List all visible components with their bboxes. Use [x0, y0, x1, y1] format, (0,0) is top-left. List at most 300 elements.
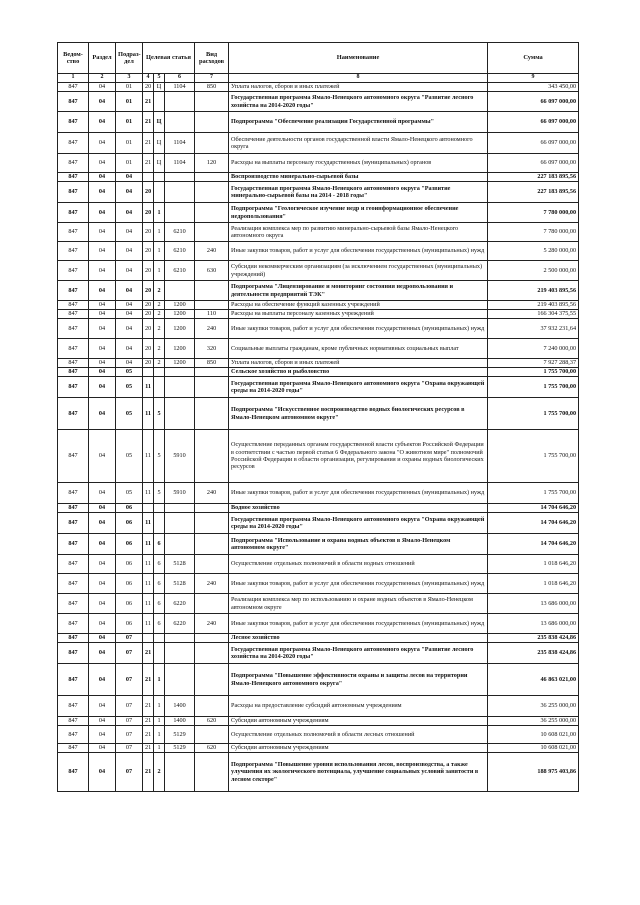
celevaya-part2-cell [154, 368, 165, 377]
podrazdel-cell: 07 [116, 744, 143, 753]
celevaya-part2-cell: Ц [154, 154, 165, 173]
column-number: 1 [58, 74, 89, 83]
celevaya-part1-cell: 20 [143, 203, 154, 223]
celevaya-part1-cell: 20 [143, 242, 154, 261]
celevaya-part1-cell: 20 [143, 339, 154, 359]
podrazdel-cell: 06 [116, 555, 143, 574]
naimenovanie-cell: Расходы на обеспечение функций казенных учреждений [229, 301, 488, 310]
celevaya-part1-cell: 11 [143, 398, 154, 430]
budget-table [57, 42, 579, 792]
celevaya-part1-cell: 11 [143, 614, 154, 634]
podrazdel-cell: 06 [116, 614, 143, 634]
ved-cell: 847 [58, 398, 89, 430]
table-row [58, 614, 579, 634]
celevaya-part3-cell: 1200 [165, 339, 195, 359]
celevaya-part3-cell: 1400 [165, 696, 195, 717]
podrazdel-cell: 04 [116, 173, 143, 182]
razdel-cell: 04 [89, 398, 116, 430]
celevaya-part1-cell: 21 [143, 154, 154, 173]
table-row [58, 223, 579, 242]
vid-rashodov-cell: 240 [195, 319, 229, 339]
podrazdel-cell: 06 [116, 504, 143, 513]
podrazdel-cell: 05 [116, 377, 143, 398]
podrazdel-cell: 06 [116, 534, 143, 555]
celevaya-part3-cell [165, 377, 195, 398]
summa-cell: 166 304 375,55 [488, 310, 579, 319]
table-row [58, 310, 579, 319]
summa-cell: 1 755 700,00 [488, 377, 579, 398]
vid-rashodov-cell: 620 [195, 744, 229, 753]
table-row [58, 717, 579, 726]
table-row [58, 203, 579, 223]
ved-cell: 847 [58, 173, 89, 182]
header-vid-rashodov: Вид расходов [195, 43, 229, 74]
summa-cell: 219 403 895,56 [488, 281, 579, 301]
table-row [58, 377, 579, 398]
summa-cell: 36 255 000,00 [488, 717, 579, 726]
podrazdel-cell: 06 [116, 513, 143, 534]
celevaya-part2-cell: Ц [154, 133, 165, 154]
naimenovanie-cell: Лесное хозяйство [229, 634, 488, 643]
vid-rashodov-cell: 120 [195, 154, 229, 173]
naimenovanie-cell: Уплата налогов, сборов и иных платежей [229, 83, 488, 92]
celevaya-part2-cell: 5 [154, 483, 165, 504]
celevaya-part1-cell: 21 [143, 112, 154, 133]
ved-cell: 847 [58, 717, 89, 726]
table-header [58, 43, 579, 83]
podrazdel-cell: 01 [116, 133, 143, 154]
vid-rashodov-cell [195, 133, 229, 154]
razdel-cell: 04 [89, 359, 116, 368]
ved-cell: 847 [58, 281, 89, 301]
razdel-cell: 04 [89, 534, 116, 555]
ved-cell: 847 [58, 182, 89, 203]
podrazdel-cell: 01 [116, 112, 143, 133]
header-vedomstvo: Ведом-ство [58, 43, 89, 74]
budget-sheet [57, 42, 579, 792]
table-body [58, 83, 579, 792]
summa-cell: 10 608 021,00 [488, 726, 579, 744]
celevaya-part3-cell: 1200 [165, 301, 195, 310]
ved-cell: 847 [58, 430, 89, 483]
celevaya-part2-cell: 1 [154, 726, 165, 744]
celevaya-part1-cell: 20 [143, 83, 154, 92]
celevaya-part2-cell [154, 173, 165, 182]
ved-cell: 847 [58, 555, 89, 574]
table-row [58, 574, 579, 594]
podrazdel-cell: 06 [116, 594, 143, 614]
celevaya-part2-cell [154, 504, 165, 513]
celevaya-part1-cell: 21 [143, 717, 154, 726]
vid-rashodov-cell [195, 753, 229, 792]
razdel-cell: 04 [89, 555, 116, 574]
naimenovanie-cell: Подпрограмма "Повышение эффективности охраны и защиты лесов на территории Ямало-Ненецкого автономного округа" [229, 664, 488, 696]
podrazdel-cell: 05 [116, 398, 143, 430]
celevaya-part2-cell [154, 643, 165, 664]
table-row [58, 368, 579, 377]
podrazdel-cell: 04 [116, 301, 143, 310]
ved-cell: 847 [58, 574, 89, 594]
celevaya-part3-cell: 1104 [165, 83, 195, 92]
column-number: 9 [488, 74, 579, 83]
column-number: 7 [195, 74, 229, 83]
celevaya-part1-cell: 21 [143, 133, 154, 154]
razdel-cell: 04 [89, 744, 116, 753]
ved-cell: 847 [58, 203, 89, 223]
razdel-cell: 04 [89, 504, 116, 513]
celevaya-part3-cell [165, 634, 195, 643]
celevaya-part3-cell: 1104 [165, 154, 195, 173]
razdel-cell: 04 [89, 634, 116, 643]
table-row [58, 504, 579, 513]
summa-cell: 66 097 000,00 [488, 154, 579, 173]
summa-cell: 1 755 700,00 [488, 483, 579, 504]
naimenovanie-cell: Социальные выплаты гражданам, кроме публичных нормативных социальных выплат [229, 339, 488, 359]
summa-cell: 37 932 231,64 [488, 319, 579, 339]
summa-cell: 219 403 895,56 [488, 301, 579, 310]
ved-cell: 847 [58, 513, 89, 534]
naimenovanie-cell: Реализация комплекса мер по использованию и охране водных объектов в Ямало-Ненецком автономном округе [229, 594, 488, 614]
celevaya-part2-cell: 1 [154, 696, 165, 717]
summa-cell: 5 280 000,00 [488, 242, 579, 261]
vid-rashodov-cell [195, 182, 229, 203]
podrazdel-cell: 07 [116, 753, 143, 792]
naimenovanie-cell: Сельское хозяйство и рыболовство [229, 368, 488, 377]
summa-cell: 1 018 646,20 [488, 555, 579, 574]
celevaya-part1-cell: 21 [143, 753, 154, 792]
vid-rashodov-cell: 240 [195, 614, 229, 634]
ved-cell: 847 [58, 726, 89, 744]
vid-rashodov-cell [195, 92, 229, 112]
razdel-cell: 04 [89, 173, 116, 182]
razdel-cell: 04 [89, 726, 116, 744]
ved-cell: 847 [58, 634, 89, 643]
ved-cell: 847 [58, 112, 89, 133]
celevaya-part3-cell [165, 173, 195, 182]
table-row [58, 430, 579, 483]
celevaya-part2-cell [154, 182, 165, 203]
celevaya-part3-cell [165, 182, 195, 203]
naimenovanie-cell: Иные закупки товаров, работ и услуг для обеспечения государственных (муниципальных) нужд [229, 483, 488, 504]
summa-cell: 13 686 000,00 [488, 614, 579, 634]
razdel-cell: 04 [89, 310, 116, 319]
podrazdel-cell: 04 [116, 281, 143, 301]
header-razdel: Раздел [89, 43, 116, 74]
celevaya-part1-cell: 20 [143, 261, 154, 281]
naimenovanie-cell: Подпрограмма "Обеспечение реализации Государственной программы" [229, 112, 488, 133]
celevaya-part1-cell: 11 [143, 594, 154, 614]
ved-cell: 847 [58, 696, 89, 717]
podrazdel-cell: 04 [116, 359, 143, 368]
celevaya-part1-cell: 21 [143, 92, 154, 112]
vid-rashodov-cell [195, 726, 229, 744]
vid-rashodov-cell [195, 504, 229, 513]
vid-rashodov-cell [195, 368, 229, 377]
razdel-cell: 04 [89, 664, 116, 696]
column-number: 8 [229, 74, 488, 83]
podrazdel-cell: 07 [116, 634, 143, 643]
podrazdel-cell: 04 [116, 223, 143, 242]
razdel-cell: 04 [89, 574, 116, 594]
naimenovanie-cell: Иные закупки товаров, работ и услуг для обеспечения государственных (муниципальных) нужд [229, 614, 488, 634]
column-number-row [58, 74, 579, 83]
naimenovanie-cell: Субсидии некоммерческим организациям (за исключением государственных (муниципальных) учреждений) [229, 261, 488, 281]
celevaya-part2-cell: 2 [154, 339, 165, 359]
naimenovanie-cell: Иные закупки товаров, работ и услуг для обеспечения государственных (муниципальных) нужд [229, 574, 488, 594]
vid-rashodov-cell [195, 281, 229, 301]
celevaya-part1-cell: 11 [143, 574, 154, 594]
celevaya-part2-cell: 1 [154, 664, 165, 696]
razdel-cell: 04 [89, 339, 116, 359]
header-naimenovanie: Наименование [229, 43, 488, 74]
column-number: 4 [143, 74, 154, 83]
table-row [58, 133, 579, 154]
celevaya-part2-cell: Ц [154, 83, 165, 92]
summa-cell: 7 240 000,00 [488, 339, 579, 359]
summa-cell: 343 450,00 [488, 83, 579, 92]
celevaya-part2-cell: 1 [154, 242, 165, 261]
razdel-cell: 04 [89, 368, 116, 377]
table-row [58, 744, 579, 753]
razdel-cell: 04 [89, 753, 116, 792]
celevaya-part2-cell: 2 [154, 359, 165, 368]
razdel-cell: 04 [89, 281, 116, 301]
table-row [58, 261, 579, 281]
ved-cell: 847 [58, 223, 89, 242]
table-row [58, 634, 579, 643]
ved-cell: 847 [58, 339, 89, 359]
podrazdel-cell: 04 [116, 203, 143, 223]
naimenovanie-cell: Иные закупки товаров, работ и услуг для обеспечения государственных (муниципальных) нужд [229, 319, 488, 339]
celevaya-part3-cell: 6220 [165, 594, 195, 614]
table-row [58, 242, 579, 261]
celevaya-part3-cell: 5129 [165, 744, 195, 753]
razdel-cell: 04 [89, 92, 116, 112]
celevaya-part3-cell [165, 112, 195, 133]
podrazdel-cell: 04 [116, 182, 143, 203]
table-row [58, 112, 579, 133]
summa-cell: 66 097 000,00 [488, 133, 579, 154]
celevaya-part1-cell: 20 [143, 223, 154, 242]
summa-cell: 7 927 288,37 [488, 359, 579, 368]
podrazdel-cell: 04 [116, 261, 143, 281]
header-podrazdel: Подраз-дел [116, 43, 143, 74]
column-number: 2 [89, 74, 116, 83]
podrazdel-cell: 05 [116, 368, 143, 377]
table-row [58, 83, 579, 92]
razdel-cell: 04 [89, 643, 116, 664]
celevaya-part3-cell [165, 643, 195, 664]
vid-rashodov-cell: 240 [195, 242, 229, 261]
razdel-cell: 04 [89, 223, 116, 242]
celevaya-part3-cell: 6220 [165, 614, 195, 634]
razdel-cell: 04 [89, 696, 116, 717]
table-row [58, 643, 579, 664]
celevaya-part2-cell: 5 [154, 430, 165, 483]
ved-cell: 847 [58, 534, 89, 555]
naimenovanie-cell: Подпрограмма "Геологическое изучение недр и геоинформационное обеспечение недропользования" [229, 203, 488, 223]
naimenovanie-cell: Подпрограмма "Искусственное воспроизводство водных биологических ресурсов в Ямало-Ненецком автономном округе" [229, 398, 488, 430]
razdel-cell: 04 [89, 377, 116, 398]
vid-rashodov-cell: 620 [195, 717, 229, 726]
ved-cell: 847 [58, 359, 89, 368]
summa-cell: 1 755 700,00 [488, 398, 579, 430]
celevaya-part3-cell [165, 753, 195, 792]
celevaya-part1-cell: 11 [143, 430, 154, 483]
celevaya-part3-cell [165, 534, 195, 555]
celevaya-part3-cell [165, 368, 195, 377]
ved-cell: 847 [58, 483, 89, 504]
vid-rashodov-cell: 110 [195, 310, 229, 319]
celevaya-part2-cell: 6 [154, 555, 165, 574]
summa-cell: 13 686 000,00 [488, 594, 579, 614]
razdel-cell: 04 [89, 430, 116, 483]
celevaya-part1-cell [143, 173, 154, 182]
celevaya-part3-cell: 5128 [165, 555, 195, 574]
celevaya-part2-cell: 2 [154, 310, 165, 319]
celevaya-part1-cell [143, 368, 154, 377]
celevaya-part1-cell: 11 [143, 513, 154, 534]
ved-cell: 847 [58, 594, 89, 614]
table-row [58, 182, 579, 203]
table-row [58, 319, 579, 339]
vid-rashodov-cell [195, 555, 229, 574]
celevaya-part2-cell: 6 [154, 594, 165, 614]
vid-rashodov-cell [195, 301, 229, 310]
summa-cell: 1 755 700,00 [488, 430, 579, 483]
celevaya-part3-cell: 1104 [165, 133, 195, 154]
celevaya-part1-cell: 21 [143, 696, 154, 717]
naimenovanie-cell: Государственная программа Ямало-Ненецкого автономного округа "Развитие минерально-сырьевой базы на 2014 - 2018 годы" [229, 182, 488, 203]
vid-rashodov-cell [195, 643, 229, 664]
ved-cell: 847 [58, 154, 89, 173]
naimenovanie-cell: Обеспечение деятельности органов государственной власти Ямало-Ненецкого автономного округа [229, 133, 488, 154]
razdel-cell: 04 [89, 203, 116, 223]
summa-cell: 10 608 021,00 [488, 744, 579, 753]
table-row [58, 594, 579, 614]
podrazdel-cell: 04 [116, 319, 143, 339]
summa-cell: 36 255 000,00 [488, 696, 579, 717]
razdel-cell: 04 [89, 112, 116, 133]
celevaya-part1-cell: 21 [143, 643, 154, 664]
table-row [58, 696, 579, 717]
razdel-cell: 04 [89, 154, 116, 173]
razdel-cell: 04 [89, 182, 116, 203]
podrazdel-cell: 01 [116, 83, 143, 92]
summa-cell: 235 838 424,86 [488, 634, 579, 643]
vid-rashodov-cell [195, 223, 229, 242]
celevaya-part2-cell: 1 [154, 717, 165, 726]
vid-rashodov-cell [195, 696, 229, 717]
podrazdel-cell: 04 [116, 310, 143, 319]
naimenovanie-cell: Государственная программа Ямало-Ненецкого автономного округа "Развитие лесного хозяйства на 2014-2020 годы" [229, 92, 488, 112]
summa-cell: 188 975 403,86 [488, 753, 579, 792]
celevaya-part2-cell [154, 513, 165, 534]
razdel-cell: 04 [89, 83, 116, 92]
naimenovanie-cell: Субсидии автономным учреждениям [229, 717, 488, 726]
celevaya-part1-cell: 21 [143, 726, 154, 744]
celevaya-part3-cell: 6210 [165, 223, 195, 242]
naimenovanie-cell: Государственная программа Ямало-Ненецкого автономного округа "Охрана окружающей среды на 2014-2020 годы" [229, 513, 488, 534]
ved-cell: 847 [58, 377, 89, 398]
ved-cell: 847 [58, 301, 89, 310]
summa-cell: 14 704 646,20 [488, 504, 579, 513]
razdel-cell: 04 [89, 483, 116, 504]
celevaya-part3-cell [165, 281, 195, 301]
naimenovanie-cell: Подпрограмма "Использование и охрана водных объектов в Ямало-Ненецком автономном округе" [229, 534, 488, 555]
vid-rashodov-cell [195, 377, 229, 398]
table-row [58, 753, 579, 792]
celevaya-part3-cell: 5128 [165, 574, 195, 594]
vid-rashodov-cell [195, 513, 229, 534]
ved-cell: 847 [58, 310, 89, 319]
celevaya-part2-cell [154, 634, 165, 643]
podrazdel-cell: 01 [116, 92, 143, 112]
razdel-cell: 04 [89, 717, 116, 726]
vid-rashodov-cell [195, 112, 229, 133]
table-row [58, 92, 579, 112]
naimenovanie-cell: Иные закупки товаров, работ и услуг для обеспечения государственных (муниципальных) нужд [229, 242, 488, 261]
column-number: 5 [154, 74, 165, 83]
ved-cell: 847 [58, 133, 89, 154]
header-summa: Сумма [488, 43, 579, 74]
razdel-cell: 04 [89, 133, 116, 154]
celevaya-part3-cell: 5129 [165, 726, 195, 744]
ved-cell: 847 [58, 744, 89, 753]
ved-cell: 847 [58, 368, 89, 377]
summa-cell: 227 183 895,56 [488, 173, 579, 182]
summa-cell: 235 838 424,86 [488, 643, 579, 664]
celevaya-part3-cell [165, 513, 195, 534]
celevaya-part2-cell: 2 [154, 281, 165, 301]
celevaya-part1-cell: 20 [143, 310, 154, 319]
celevaya-part2-cell [154, 377, 165, 398]
vid-rashodov-cell [195, 634, 229, 643]
podrazdel-cell: 07 [116, 696, 143, 717]
razdel-cell: 04 [89, 319, 116, 339]
razdel-cell: 04 [89, 261, 116, 281]
razdel-cell: 04 [89, 594, 116, 614]
vid-rashodov-cell [195, 664, 229, 696]
summa-cell: 46 863 021,00 [488, 664, 579, 696]
vid-rashodov-cell [195, 534, 229, 555]
ved-cell: 847 [58, 643, 89, 664]
vid-rashodov-cell: 240 [195, 483, 229, 504]
celevaya-part1-cell: 11 [143, 377, 154, 398]
naimenovanie-cell: Расходы на предоставление субсидий автономным учреждениям [229, 696, 488, 717]
celevaya-part2-cell: 6 [154, 534, 165, 555]
celevaya-part3-cell: 1200 [165, 310, 195, 319]
table-row [58, 301, 579, 310]
summa-cell: 14 704 646,20 [488, 534, 579, 555]
vid-rashodov-cell: 850 [195, 359, 229, 368]
naimenovanie-cell: Осуществление отдельных полномочий в области водных отношений [229, 555, 488, 574]
ved-cell: 847 [58, 504, 89, 513]
ved-cell: 847 [58, 753, 89, 792]
naimenovanie-cell: Расходы на выплаты персоналу государственных (муниципальных) органов [229, 154, 488, 173]
celevaya-part3-cell: 6210 [165, 261, 195, 281]
naimenovanie-cell: Водное хозяйство [229, 504, 488, 513]
vid-rashodov-cell [195, 173, 229, 182]
table-row [58, 534, 579, 555]
celevaya-part3-cell [165, 92, 195, 112]
celevaya-part2-cell: 1 [154, 744, 165, 753]
naimenovanie-cell: Осуществление переданных органам государственной власти субъектов Российской Федерации в соответствии с частью первой статьи 6 Федерального закона "О животном мире" полномочий Российской Федерации в области организации, регулирования и охраны водных биологических ресурсов [229, 430, 488, 483]
naimenovanie-cell: Уплата налогов, сборов и иных платежей [229, 359, 488, 368]
razdel-cell: 04 [89, 301, 116, 310]
celevaya-part3-cell: 1400 [165, 717, 195, 726]
celevaya-part3-cell: 1200 [165, 359, 195, 368]
